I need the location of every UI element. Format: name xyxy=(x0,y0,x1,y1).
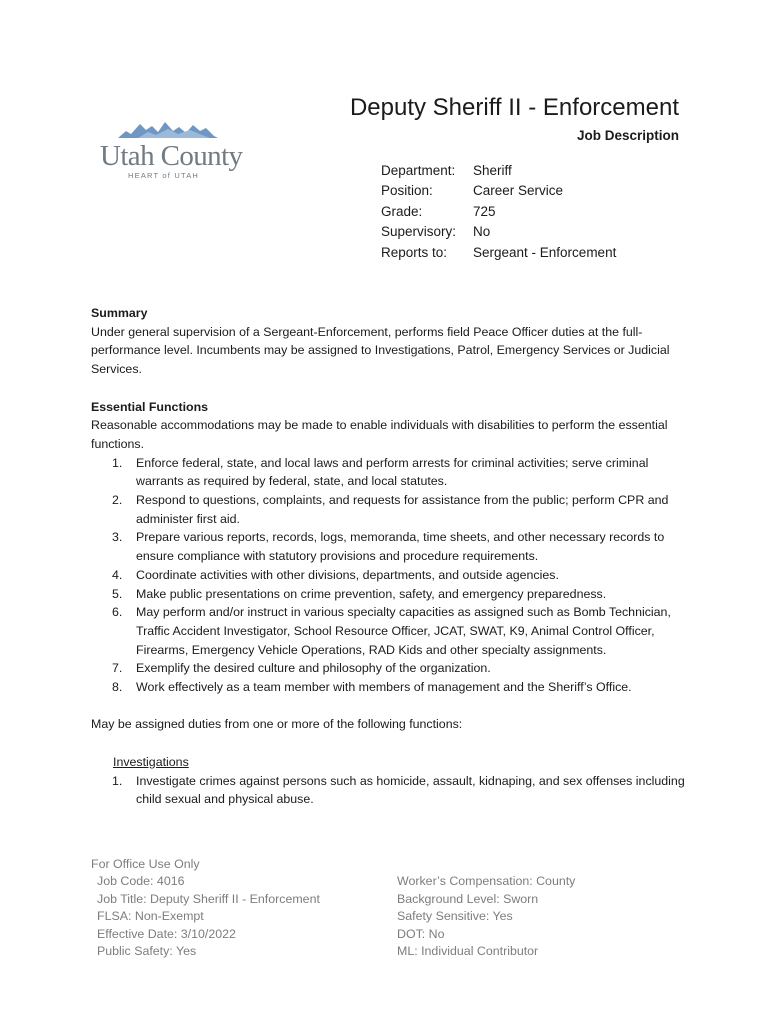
mountains-icon xyxy=(118,120,218,140)
page-subtitle: Job Description xyxy=(576,128,679,143)
meta-row-department xyxy=(381,161,616,181)
assigned-duties-intro: May be assigned duties from one or more of the following functions: xyxy=(91,717,463,732)
meta-row-reports-to xyxy=(381,243,616,263)
office-use-footer xyxy=(91,856,691,960)
footer-field: ML: Individual Contributor xyxy=(397,944,539,959)
list-item xyxy=(91,603,691,659)
list-number: 8. xyxy=(112,680,123,695)
footer-field: Public Safety: Yes xyxy=(97,944,197,959)
list-text: Investigate crimes against persons such as homicide, assault, kidnaping, and sex offenses including child sexual and physical abuse. xyxy=(136,773,685,807)
list-item xyxy=(91,566,691,585)
job-meta-table xyxy=(381,161,616,263)
summary-heading: Summary xyxy=(91,306,148,320)
investigations-list xyxy=(91,772,691,809)
footer-right-column xyxy=(397,873,575,960)
list-number: 5. xyxy=(112,586,123,601)
footer-heading: For Office Use Only xyxy=(91,857,200,871)
footer-field: Safety Sensitive: Yes xyxy=(397,909,513,924)
list-number: 3. xyxy=(112,530,123,545)
footer-field: Job Title: Deputy Sheriff II - Enforcement xyxy=(97,891,320,906)
list-number: 1. xyxy=(112,773,123,788)
list-text: Prepare various reports, records, logs, memoranda, time sheets, and other necessary records to ensure compliance with statutory provisions and procedure requirements. xyxy=(136,530,665,564)
list-number: 7. xyxy=(112,661,123,676)
utah-county-logo xyxy=(100,120,243,186)
meta-label: Position: xyxy=(381,183,433,199)
meta-row-position xyxy=(381,181,616,201)
investigations-heading: Investigations xyxy=(113,754,189,769)
list-text: Enforce federal, state, and local laws and perform arrests for criminal activities; serve criminal warrants as required by federal, state, and local statutes. xyxy=(136,455,649,489)
footer-field: Background Level: Sworn xyxy=(397,891,539,906)
meta-value: Career Service xyxy=(473,183,564,199)
list-text: Work effectively as a team member with members of management and the Sheriff’s Office. xyxy=(136,680,632,695)
document-body xyxy=(91,304,691,809)
list-text: May perform and/or instruct in various specialty capacities as assigned such as Bomb Technician, Traffic Accident Investigator, School Resource Officer, JCAT, SWAT, K9, Animal Control Officer, Firearms, Emergency Vehicle Operations, RAD Kids and other specialty assignments. xyxy=(136,605,671,657)
list-item xyxy=(91,659,691,678)
list-text: Coordinate activities with other divisions, departments, and outside agencies. xyxy=(136,567,559,582)
meta-label: Reports to: xyxy=(381,244,448,260)
meta-value: Sergeant - Enforcement xyxy=(473,244,617,260)
list-item xyxy=(91,772,691,809)
list-text: Respond to questions, complaints, and requests for assistance from the public; perform CPR and administer first aid. xyxy=(136,493,669,526)
essential-functions-heading: Essential Functions xyxy=(91,399,209,414)
logo-name: Utah County xyxy=(100,140,243,172)
logo-tagline: HEART of UTAH xyxy=(128,171,200,180)
footer-left-column xyxy=(91,873,397,960)
meta-label: Supervisory: xyxy=(381,224,457,240)
list-item xyxy=(91,454,691,491)
footer-field: Worker’s Compensation: County xyxy=(397,874,576,889)
meta-value: No xyxy=(473,224,491,240)
footer-field: FLSA: Non-Exempt xyxy=(97,909,204,924)
essential-functions-list xyxy=(91,454,691,697)
footer-field: Job Code: 4016 xyxy=(97,874,185,889)
footer-field: DOT: No xyxy=(397,926,445,941)
meta-value: 725 xyxy=(473,203,496,219)
page-title: Deputy Sheriff II - Enforcement xyxy=(349,94,679,121)
list-number: 1. xyxy=(112,455,123,470)
list-text: Make public presentations on crime prevention, safety, and emergency preparedness. xyxy=(136,586,607,601)
meta-row-grade xyxy=(381,202,616,222)
list-item xyxy=(91,528,691,565)
meta-value: Sheriff xyxy=(473,163,512,178)
list-item xyxy=(91,585,691,604)
meta-label: Department: xyxy=(381,163,456,178)
list-item xyxy=(91,678,691,697)
meta-row-supervisory xyxy=(381,222,616,242)
list-number: 4. xyxy=(112,567,123,582)
summary-text: Under general supervision of a Sergeant-Enforcement, performs field Peace Officer duties at the full-performance level. Incumbents may be assigned to Investigations, Patrol, Emergency Services or Judicial Services. xyxy=(91,324,670,377)
list-number: 6. xyxy=(112,605,123,620)
list-text: Exemplify the desired culture and philosophy of the organization. xyxy=(136,661,491,676)
meta-label: Grade: xyxy=(381,203,423,219)
list-item xyxy=(91,491,691,528)
footer-field: Effective Date: 3/10/2022 xyxy=(97,926,236,941)
list-number: 2. xyxy=(112,493,123,508)
essential-functions-intro: Reasonable accommodations may be made to enable individuals with disabilities to perform the essential functions. xyxy=(91,418,668,451)
